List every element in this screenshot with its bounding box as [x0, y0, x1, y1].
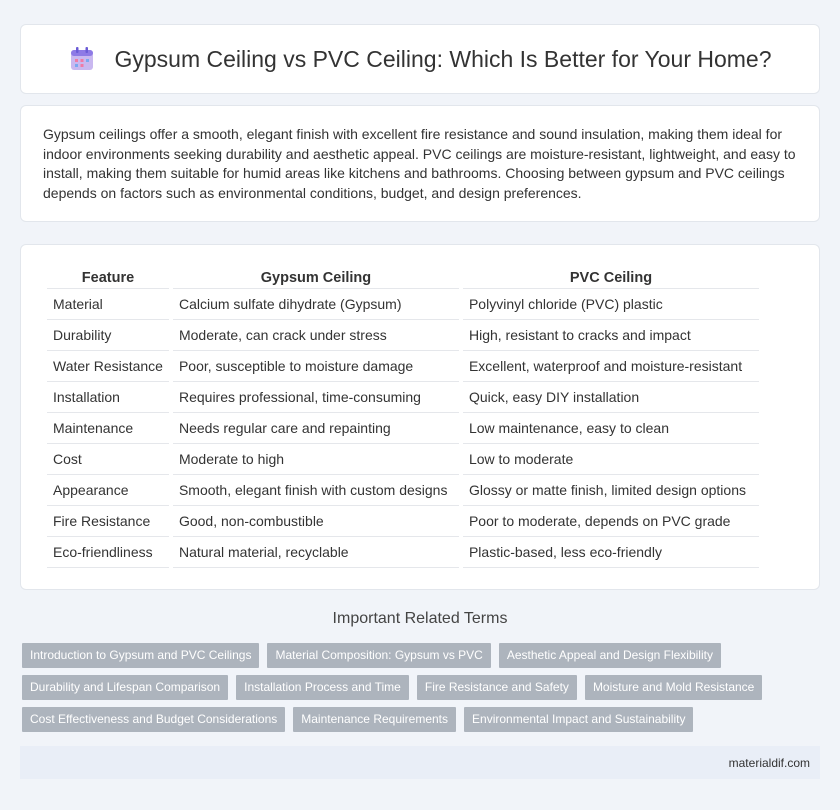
related-tag[interactable]: Introduction to Gypsum and PVC Ceilings [22, 643, 259, 668]
pvc-cell: Glossy or matte finish, limited design options [463, 475, 759, 506]
pvc-cell: Polyvinyl chloride (PVC) plastic [463, 289, 759, 320]
gypsum-cell: Good, non-combustible [173, 506, 459, 537]
related-tag[interactable]: Material Composition: Gypsum vs PVC [267, 643, 490, 668]
table-header-row [47, 267, 759, 289]
gypsum-cell: Needs regular care and repainting [173, 413, 459, 444]
header-gypsum: Gypsum Ceiling [173, 267, 459, 289]
gypsum-cell: Moderate, can crack under stress [173, 320, 459, 351]
feature-cell: Maintenance [47, 413, 169, 444]
related-tag[interactable]: Durability and Lifespan Comparison [22, 675, 228, 700]
gypsum-cell: Natural material, recyclable [173, 537, 459, 568]
related-tag[interactable]: Moisture and Mold Resistance [585, 675, 762, 700]
feature-cell: Water Resistance [47, 351, 169, 382]
intro-card [20, 105, 820, 222]
table-row [47, 413, 759, 444]
related-tag[interactable]: Maintenance Requirements [293, 707, 456, 732]
gypsum-cell: Smooth, elegant finish with custom designs [173, 475, 459, 506]
pvc-cell: Plastic-based, less eco-friendly [463, 537, 759, 568]
related-tag[interactable]: Cost Effectiveness and Budget Considerations [22, 707, 285, 732]
table-row [47, 289, 759, 320]
feature-cell: Appearance [47, 475, 169, 506]
related-tag[interactable]: Fire Resistance and Safety [417, 675, 577, 700]
feature-cell: Material [47, 289, 169, 320]
intro-text: Gypsum ceilings offer a smooth, elegant finish with excellent fire resistance and sound insulation, making them ideal for indoor environments seeking durability and aesthetic appeal. PVC ceilings are moisture-resistant, lightweight, and easy to install, making them suitable for humid areas like kitchens and bathrooms. Choosing between gypsum and PVC ceilings depends on factors such as environmental conditions, budget, and design preferences. [43, 126, 796, 201]
table-row [47, 475, 759, 506]
table-row [47, 351, 759, 382]
pvc-cell: Excellent, waterproof and moisture-resistant [463, 351, 759, 382]
pvc-cell: Low maintenance, easy to clean [463, 413, 759, 444]
pvc-cell: Quick, easy DIY installation [463, 382, 759, 413]
header-pvc: PVC Ceiling [463, 267, 759, 289]
gypsum-cell: Poor, susceptible to moisture damage [173, 351, 459, 382]
feature-cell: Cost [47, 444, 169, 475]
gypsum-cell: Requires professional, time-consuming [173, 382, 459, 413]
title-wrap [68, 45, 771, 73]
related-tags [22, 643, 812, 732]
comparison-table [43, 267, 763, 568]
related-tag[interactable]: Aesthetic Appeal and Design Flexibility [499, 643, 721, 668]
footer-site-link[interactable]: materialdif.com [728, 755, 810, 770]
gypsum-cell: Calcium sulfate dihydrate (Gypsum) [173, 289, 459, 320]
table-row [47, 444, 759, 475]
footer [20, 746, 820, 779]
page-title: Gypsum Ceiling vs PVC Ceiling: Which Is Better for Your Home? [114, 45, 772, 72]
comparison-card [20, 244, 820, 590]
pvc-cell: Poor to moderate, depends on PVC grade [463, 506, 759, 537]
pvc-cell: Low to moderate [463, 444, 759, 475]
table-row [47, 382, 759, 413]
feature-cell: Durability [47, 320, 169, 351]
table-row [47, 320, 759, 351]
pvc-cell: High, resistant to cracks and impact [463, 320, 759, 351]
calendar-icon [68, 45, 96, 73]
related-tag[interactable]: Installation Process and Time [236, 675, 409, 700]
related-terms-title: Important Related Terms [332, 610, 508, 627]
table-row [47, 537, 759, 568]
title-card [20, 24, 820, 94]
gypsum-cell: Moderate to high [173, 444, 459, 475]
header-feature: Feature [47, 267, 169, 289]
feature-cell: Fire Resistance [47, 506, 169, 537]
feature-cell: Installation [47, 382, 169, 413]
table-row [47, 506, 759, 537]
related-tag[interactable]: Environmental Impact and Sustainability [464, 707, 693, 732]
feature-cell: Eco-friendliness [47, 537, 169, 568]
